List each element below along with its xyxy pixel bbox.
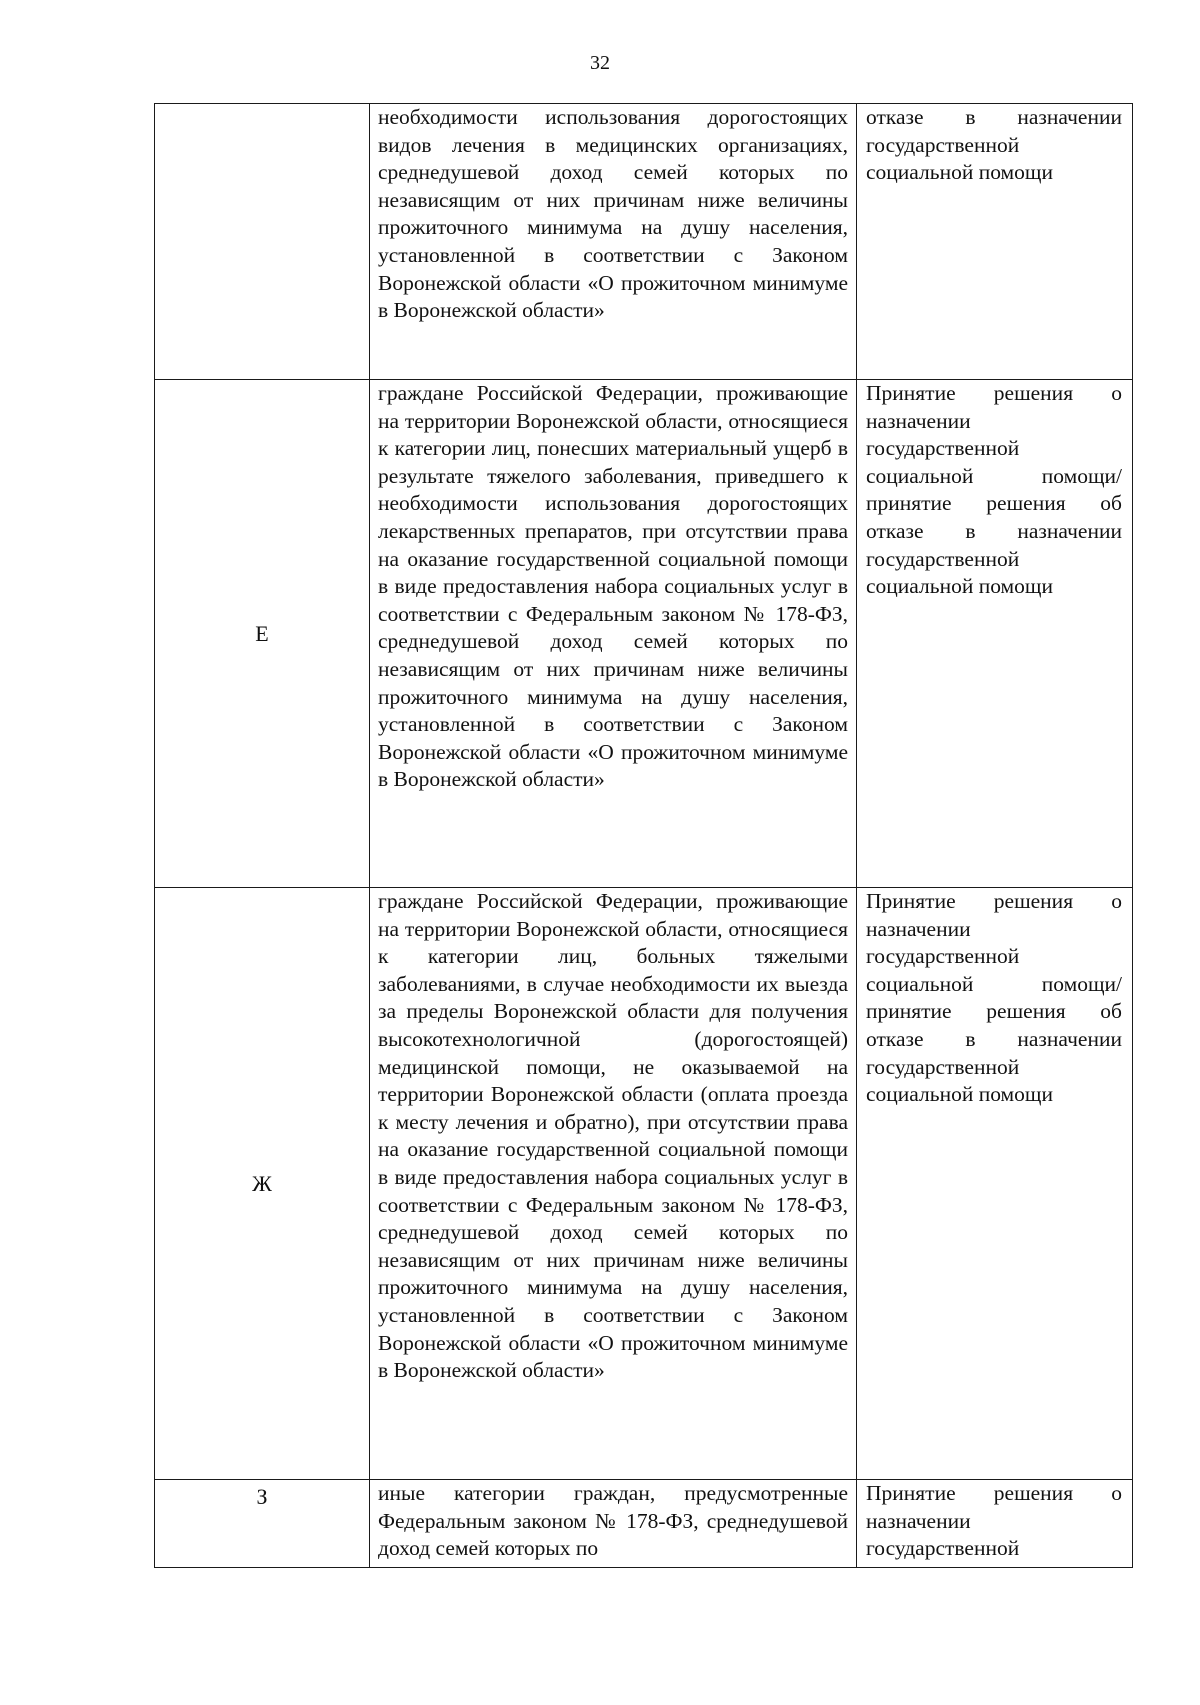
category-description: граждане Российской Федерации, проживающие на территории Воронежской области, относящиеся к категории лиц, больных тяжелыми заболеваниями, в случае необходимости их выезда за пределы Воронежской области для получения высокотехнологичной (дорогостоящей) медицинской помощи, не оказываемой на территории Воронежской области (оплата проезда к месту лечения и обратно), при отсутствии права на оказание государственной социальной помощи в виде предоставления набора социальных услуг в соответствии с Федеральным законом № 178-ФЗ, среднедушевой доход семей которых по независящим от них причинам ниже величины прожиточного минимума на душу населения, установленной в соответствии с Законом Воронежской области «О прожиточном минимуме в Воронежской области» (378, 889, 848, 1383)
category-description-cell (370, 888, 857, 1480)
table-row (155, 888, 1133, 1480)
decision-cell (857, 1480, 1133, 1568)
decision-cell (857, 888, 1133, 1480)
category-description-cell (370, 104, 857, 380)
category-code-cell (155, 380, 370, 888)
category-code-cell (155, 888, 370, 1480)
category-description: граждане Российской Федерации, проживающие на территории Воронежской области, относящиеся к категории лиц, понесших материальный ущерб в результате тяжелого заболевания, приведшего к необходимости использования дорогостоящих лекарственных препаратов, при отсутствии права на оказание государственной социальной помощи в виде предоставления набора социальных услуг в соответствии с Федеральным законом № 178-ФЗ, среднедушевой доход семей которых по независящим от них причинам ниже величины прожиточного минимума на душу населения, установленной в соответствии с Законом Воронежской области «О прожиточном минимуме в Воронежской области» (378, 381, 848, 792)
category-code-cell (155, 1480, 370, 1568)
category-code: З (256, 1484, 268, 1509)
decision-cell (857, 380, 1133, 888)
decision-text: Принятие решения о назначении государственной социальной помощи/ принятие решения об отказе в назначении государственной социальной помощи (866, 889, 1122, 1107)
decision-text: отказе в назначении государственной социальной помощи (866, 105, 1122, 185)
benefits-table (154, 103, 1133, 1568)
category-code: Ж (252, 1170, 272, 1196)
category-description: необходимости использования дорогостоящих видов лечения в медицинских организациях, среднедушевой доход семей которых по независящим от них причинам ниже величины прожиточного минимума на душу населения, установленной в соответствии с Законом Воронежской области «О прожиточном минимуме в Воронежской области» (378, 105, 848, 323)
table-row (155, 104, 1133, 380)
table-row (155, 380, 1133, 888)
category-description-cell (370, 380, 857, 888)
page-number: 32 (590, 52, 610, 74)
category-description-cell (370, 1480, 857, 1568)
category-description: иные категории граждан, предусмотренные Федеральным законом № 178-ФЗ, среднедушевой доход семей которых по (378, 1481, 848, 1561)
decision-cell (857, 104, 1133, 380)
category-code-cell (155, 104, 370, 380)
category-code: Е (255, 620, 269, 646)
decision-text: Принятие решения о назначении государственной социальной помощи/ принятие решения об отказе в назначении государственной социальной помощи (866, 381, 1122, 599)
decision-text: Принятие решения о назначении государственной (866, 1481, 1122, 1561)
table-row (155, 1480, 1133, 1568)
